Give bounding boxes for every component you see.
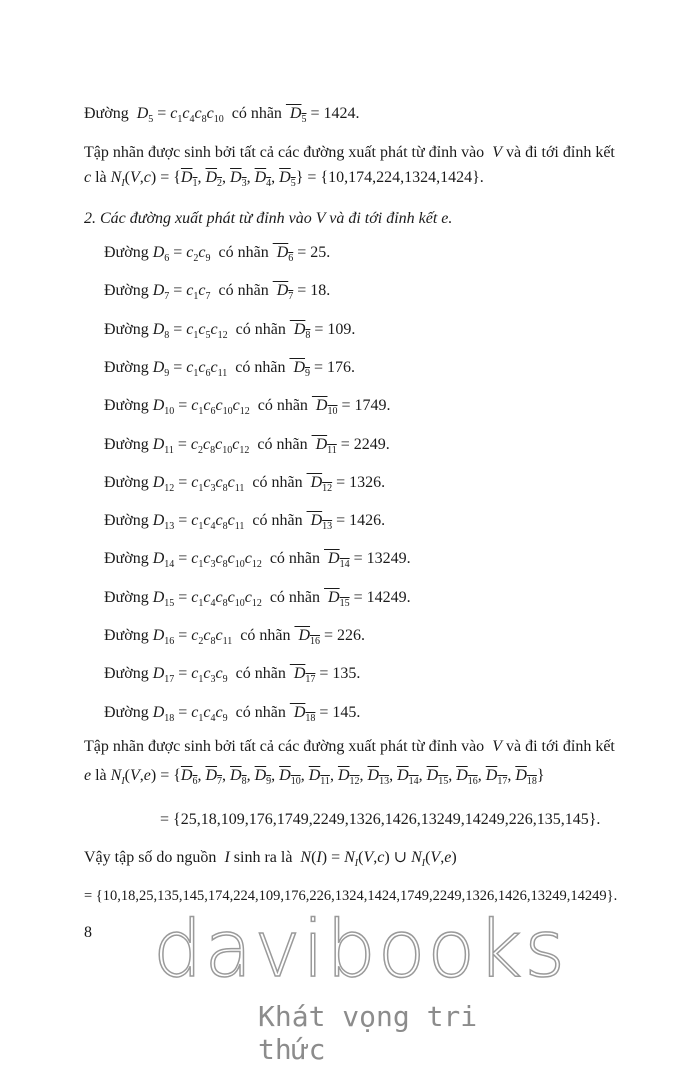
path-label-value: 1426. <box>349 512 386 529</box>
has-label-text: có nhãn <box>257 436 308 453</box>
has-label-text: có nhãn <box>235 359 286 376</box>
set-c-line2: c là $N_I(V,c) = \{D_1$, $D_2$, $D_3$, $D_4$, $D_5\} = \{10,174,224,1324,1424\}$. <box>84 169 484 189</box>
path-word: Đường <box>104 397 149 414</box>
path-line: Đường $D_6 = c_2c_9$ có nhãn $D_6 = 25$. <box>104 244 331 264</box>
set-c-text2: và đi tới đỉnh kết <box>505 144 615 161</box>
final-values: = {10,18,25,135,145,174,224,109,176,226,1324,1424,1749,2249,1326,1426,13249,14249}. <box>84 888 618 904</box>
path-word: Đường <box>104 665 149 682</box>
set-e-text1: Tập nhãn được sinh bởi tất cả các đường xuất phát từ đỉnh vào <box>84 738 485 755</box>
path-word: Đường <box>104 321 149 338</box>
d5-label-value: 1424 <box>323 105 356 122</box>
has-label-text: có nhãn <box>269 550 321 567</box>
path-word: Đường <box>104 474 149 491</box>
has-label-text: có nhãn <box>231 105 282 122</box>
set-e-line2: e là $N_I(V,e) = \{D_6$, $D_7$, $D_8$, $D_9$, $D_{10}$, $D_{11}$, $D_{12}$, $D_{13}$, $D_{14}$, $D_{15}$, $D_{16}$, $D_{17}$, $D_{18}$} <box>84 767 545 787</box>
path-label-value: 145. <box>332 704 361 721</box>
path-line: Đường $D_8 = c_1c_5c_{12}$ có nhãn $D_8 = 109$. <box>104 321 356 341</box>
has-label-text: có nhãn <box>252 474 303 491</box>
has-label-text: có nhãn <box>235 665 286 682</box>
set-c-values: {10,174,224,1324,1424}. <box>320 169 484 186</box>
path-label-value: 226. <box>337 627 366 644</box>
path-word: Đường <box>104 704 149 721</box>
path-line: Đường $D_{10} = c_1c_6c_{10}c_{12}$ có nhãn $D_{10} = 1749$. <box>104 397 391 417</box>
path-word: Đường <box>104 359 149 376</box>
path-line: Đường $D_{17} = c_1c_3c_9$ có nhãn $D_{17} = 135$. <box>104 665 361 685</box>
set-c-line1: Tập nhãn được sinh bởi tất cả các đường xuất phát từ đỉnh vào V và đi tới đỉnh kết <box>84 144 615 161</box>
path-line: Đường $D_9 = c_1c_6c_{11}$ có nhãn $D_9 = 176$. <box>104 359 356 379</box>
path-word: Đường <box>104 589 149 606</box>
watermark-brand: davibooks <box>153 905 567 995</box>
path-label-value: 1749. <box>354 397 391 414</box>
path-d5-line: Đường $D_5 = c_1c_4c_8c_{10}$ có nhãn $D_5 = 1424$. <box>84 105 360 125</box>
path-word: Đường <box>84 105 129 122</box>
path-label-value: 109. <box>327 321 356 338</box>
path-line: Đường $D_{13} = c_1c_4c_8c_{11}$ có nhãn $D_{13} = 1426$. <box>104 512 386 532</box>
path-label-value: 1326. <box>349 474 386 491</box>
path-word: Đường <box>104 436 149 453</box>
path-label-value: 13249. <box>366 550 411 567</box>
set-c-text1: Tập nhãn được sinh bởi tất cả các đường xuất phát từ đỉnh vào <box>84 144 485 161</box>
path-line: Đường $D_{12} = c_1c_3c_8c_{11}$ có nhãn $D_{12} = 1326$. <box>104 474 386 494</box>
path-line: Đường $D_{15} = c_1c_4c_8c_{10}c_{12}$ có nhãn $D_{15} = 14249$. <box>104 589 411 609</box>
path-line: Đường $D_{18} = c_1c_4c_9$ có nhãn $D_{18} = 145$. <box>104 704 361 724</box>
final-line1: Vậy tập số do nguồn I sinh ra là $N(I) = N_I(V,c)$ ∪ $N_I(V,e)$ <box>84 849 457 869</box>
path-line: Đường $D_{11} = c_2c_8c_{10}c_{12}$ có nhãn $D_{11} = 2249$. <box>104 436 390 456</box>
has-label-text: có nhãn <box>257 397 308 414</box>
path-label-value: 2249. <box>353 436 390 453</box>
has-label-text: có nhãn <box>269 589 321 606</box>
has-label-text: có nhãn <box>218 244 269 261</box>
has-label-text: có nhãn <box>235 321 286 338</box>
path-word: Đường <box>104 627 149 644</box>
la-word: là <box>95 169 107 186</box>
watermark-slogan: Khát vọng tri thức <box>258 1000 478 1066</box>
path-word: Đường <box>104 550 149 567</box>
path-label-value: 176. <box>327 359 356 376</box>
path-word: Đường <box>104 244 149 261</box>
has-label-text: có nhãn <box>240 627 291 644</box>
path-word: Đường <box>104 512 149 529</box>
has-label-text: có nhãn <box>235 704 286 721</box>
path-label-value: 18. <box>310 282 331 299</box>
path-label-value: 25. <box>310 244 331 261</box>
has-label-text: có nhãn <box>252 512 303 529</box>
set-e-text2: và đi tới đỉnh kết <box>505 738 615 755</box>
path-word: Đường <box>104 282 149 299</box>
set-e-values: = {25,18,109,176,1749,2249,1326,1426,13249,14249,226,135,145}. <box>160 811 601 828</box>
path-label-value: 14249. <box>366 589 411 606</box>
path-line: Đường $D_{16} = c_2c_8c_{11}$ có nhãn $D_{16} = 226$. <box>104 627 366 647</box>
final-text: Vậy tập số do nguồn <box>84 849 217 866</box>
page-number: 8 <box>84 924 92 941</box>
final-text2: sinh ra là <box>233 849 293 866</box>
path-label-value: 135. <box>332 665 361 682</box>
path-line: Đường $D_7 = c_1c_7$ có nhãn $D_7 = 18$. <box>104 282 331 302</box>
set-e-line1: Tập nhãn được sinh bởi tất cả các đường xuất phát từ đỉnh vào V và đi tới đỉnh kết <box>84 738 615 755</box>
path-line: Đường $D_{14} = c_1c_3c_8c_{10}c_{12}$ có nhãn $D_{14} = 13249$. <box>104 550 411 570</box>
la-word-e: là <box>95 767 107 784</box>
has-label-text: có nhãn <box>218 282 269 299</box>
section2-heading: 2. Các đường xuất phát từ đỉnh vào V và đi tới đỉnh kết e. <box>84 210 453 227</box>
